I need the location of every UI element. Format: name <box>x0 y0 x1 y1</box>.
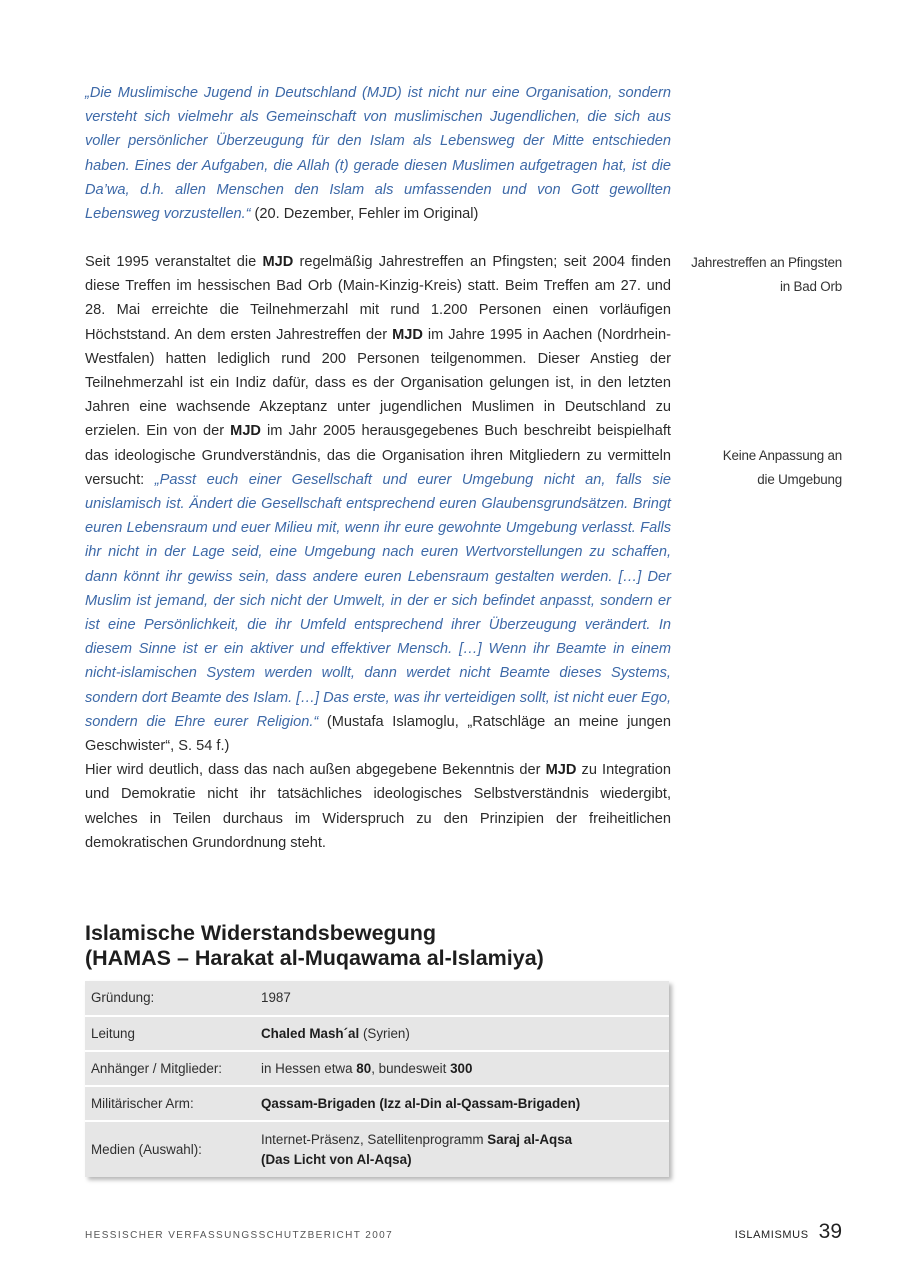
mjd-term: MJD <box>392 326 423 343</box>
row-label: Leitung <box>85 1016 255 1051</box>
paragraph-conclusion <box>85 758 671 855</box>
page-number: 39 <box>818 1220 842 1243</box>
text-run: zu Integration und Demokratie nicht ihr tatsächliches ideologisches Selbstverständnis wiedergibt, welches in Teilen durchaus im Widerspruch zu den Prinzipien der freiheitlichen demokratischen Grundordnung steht. <box>85 762 671 851</box>
row-value: 1987 <box>255 981 669 1016</box>
military-arm-name: Qassam-Brigaden (Izz al-Din al-Qassam-Brigaden) <box>261 1095 581 1111</box>
count-national: 300 <box>450 1060 473 1076</box>
row-label: Gründung: <box>85 981 255 1016</box>
text-run: (Syrien) <box>359 1025 410 1041</box>
row-label: Medien (Auswahl): <box>91 1141 202 1157</box>
heading-line: Islamische Widerstandsbewegung <box>85 921 437 945</box>
table-row <box>85 1051 669 1086</box>
text-run: in Hessen etwa <box>261 1060 357 1076</box>
hamas-info-table <box>85 981 669 1177</box>
paragraph-annual-meetings <box>85 250 671 758</box>
sidenote-no-adaptation <box>672 444 842 491</box>
row-value <box>255 1016 669 1051</box>
heading-line: (HAMAS – Harakat al-Muqawama al-Islamiya) <box>85 946 544 970</box>
media-name: Saraj al-Aqsa <box>487 1131 573 1147</box>
quote-source: (20. Dezember, Fehler im Original) <box>250 206 479 223</box>
sidenote-annual-meetings <box>672 251 842 298</box>
book-quote-source: (Mustafa Islamoglu, „Ratschläge an meine jungen Geschwister“, S. 54 f.) <box>85 713 671 755</box>
text-run: im Jahr 2005 herausgegebenes Buch beschreibt beispielhaft das ideologische Grundverständnis, das die Organisation ihren Mitgliedern zu vermitteln versucht: <box>85 423 671 488</box>
text-run: regelmäßig Jahrestreffen an Pfingsten; seit 2004 finden diese Treffen im hessischen Bad Orb (Main-Kinzig-Kreis) statt. Beim Treffen am 27. und 28. Mai erreichte die Teilnehmerzahl mit rund 1.200 Personen einen vorläufigen Höchststand. An dem ersten Jahrestreffen der <box>85 254 671 343</box>
media-name-translation: (Das Licht von Al-Aqsa) <box>261 1151 412 1167</box>
sidenote-line: Jahrestreffen an Pfingsten <box>691 255 842 270</box>
mjd-term: MJD <box>545 762 577 779</box>
footer-section-name: ISLAMISMUS <box>734 1229 809 1241</box>
sidenote-line: Keine Anpassung an <box>722 448 842 463</box>
table-row <box>85 1016 669 1051</box>
footer-page-info <box>735 1220 842 1244</box>
section-heading-hamas <box>85 921 685 971</box>
sidenote-line: in Bad Orb <box>779 278 842 294</box>
opening-quote-block <box>85 81 671 226</box>
row-value <box>255 1121 669 1177</box>
count-hessen: 80 <box>356 1060 372 1076</box>
text-run: Hier wird deutlich, dass das nach außen abgegebene Bekenntnis der <box>85 762 546 779</box>
text-run: , bundesweit <box>371 1060 451 1076</box>
row-value <box>255 1051 669 1086</box>
table-row <box>85 981 669 1016</box>
sidenote-line: die Umgebung <box>757 471 842 487</box>
text-run: Internet-Präsenz, Satellitenprogramm <box>261 1131 488 1147</box>
mjd-self-description-quote: „Die Muslimische Jugend in Deutschland (MJD) ist nicht nur eine Organisation, sondern versteht sich vielmehr als Gemeinschaft von muslimischen Jugendlichen, die sich aus voller persönlicher Überzeugung für den Islam als Lebensweg der Mitte entschieden haben. Eines der Aufgaben, die Allah (t) gerade diesen Muslimen aufgetragen hat, ist die Da’wa, d.h. allen Menschen den Islam als umfassenden und von Gott gewollten Lebensweg vorzustellen.“ <box>85 85 671 223</box>
leader-name: Chaled Mash´al <box>261 1025 360 1041</box>
text-run: im Jahre 1995 in Aachen (Nordrhein-Westfalen) hatten lediglich rund 200 Personen teilgenommen. Dieser Anstieg der Teilnehmerzahl ist ein Indiz dafür, dass es der Organisation gelungen ist, in den letzten Jahren eine wachsende Akzeptanz unter jugendlichen Muslimen in Deutschland zu erzielen. Ein von der <box>85 326 671 440</box>
row-label: Militärischer Arm: <box>85 1086 255 1121</box>
table-row <box>85 1121 669 1177</box>
footer-report-title: HESSISCHER VERFASSUNGSSCHUTZBERICHT 2007 <box>85 1230 394 1241</box>
mjd-term: MJD <box>230 423 261 440</box>
book-quote: „Passt euch einer Gesellschaft und eurer Umgebung nicht an, falls sie unislamisch ist. Ändert die Gesellschaft entsprechend euren Glaubensgrundsätzen. Bringt euren Lebensraum und euer Milieu mit, wenn ihr eure gewohnte Umgebung verlasst. Falls ihr nicht in der Lage seid, eine Umgebung nach euren Wertvorstellungen zu schaffen, dann könnt ihr gewiss sein, dass andere euren Lebensraum gestalten werden. […] Der Muslim ist jemand, der sich nicht der Umwelt, in der er sich befindet anpasst, sondern er ist eine Persönlichkeit, die ihr Umfeld entsprechend ihrer Überzeugung verändert. In diesem Sinne ist er ein aktiver und effektiver Mensch. […] Wenn ihr Beamte in einem nicht-islamischen System werden wollt, dann werdet nicht Beamte dieses Systems, sondern dort Beamte des Islam. […] Das erste, was ihr verteidigen sollt, ist nicht euer Ego, sondern die Ehre eurer Religion.“ <box>85 471 672 730</box>
row-label: Anhänger / Mitglieder: <box>85 1051 255 1086</box>
table-row <box>85 1086 669 1121</box>
row-value <box>255 1086 669 1121</box>
main-text <box>85 250 671 855</box>
mjd-term: MJD <box>262 254 294 270</box>
text-run: Seit 1995 veranstaltet die <box>85 254 263 270</box>
